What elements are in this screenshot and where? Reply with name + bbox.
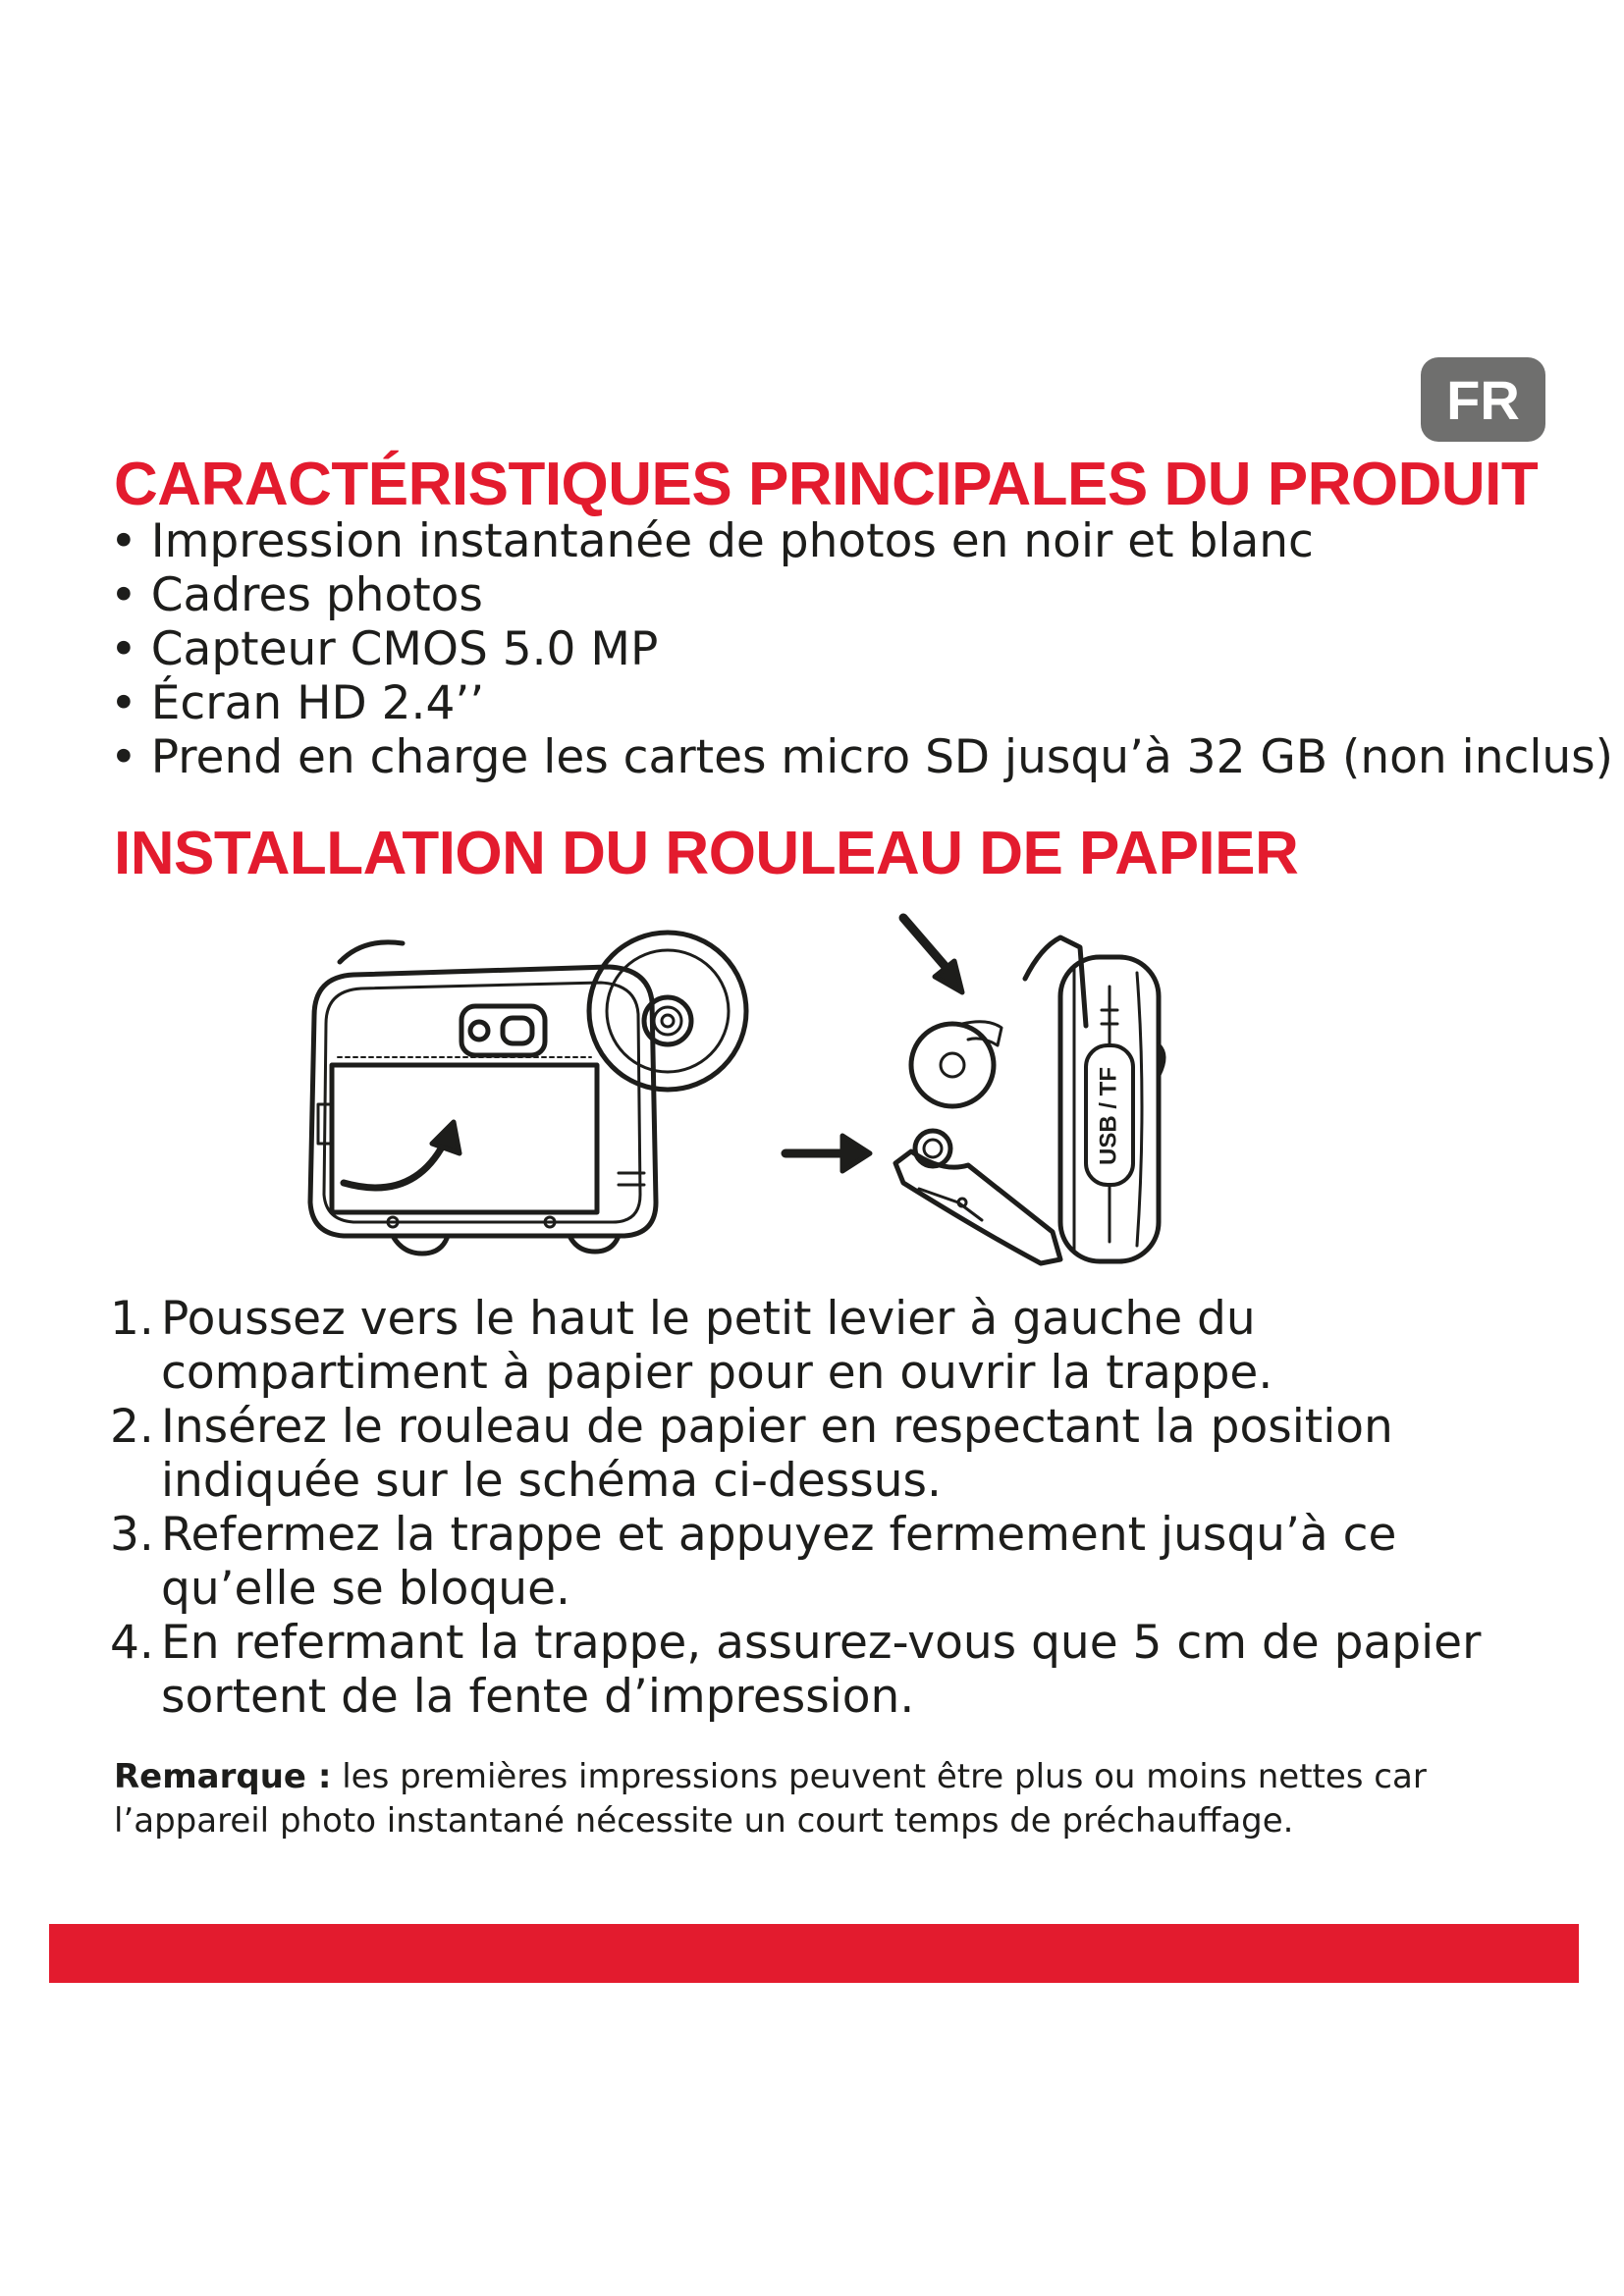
feature-item: • Cadres photos — [110, 568, 1613, 622]
feature-item: • Capteur CMOS 5.0 MP — [110, 622, 1613, 676]
camera-back-illustration — [310, 933, 746, 1254]
port-label: USB / TF — [1095, 1067, 1122, 1165]
camera-side-illustration — [895, 918, 1164, 1263]
remark-text: les premières impressions peuvent être plus ou moins nettes car l’appareil photo instantané nécessite un court temps de préchauffage. — [114, 1757, 1427, 1841]
step-item — [110, 1508, 1534, 1616]
feature-item: • Écran HD 2.4’’ — [110, 676, 1613, 730]
step-item — [110, 1400, 1534, 1508]
step-text: Refermez la trappe et appuyez fermement jusqu’à ce qu’elle se bloque. — [161, 1508, 1397, 1616]
step-text: En refermant la trappe, assurez-vous que 5 cm de papier sortent de la fente d’impression. — [161, 1616, 1482, 1724]
step-number: 4. — [110, 1616, 154, 1670]
feature-item: • Impression instantanée de photos en noir et blanc — [110, 514, 1613, 568]
right-arrow-icon — [785, 1136, 870, 1171]
step-number: 1. — [110, 1292, 154, 1346]
feature-item: • Prend en charge les cartes micro SD jusqu’à 32 GB (non inclus) — [110, 730, 1613, 784]
step-text: Insérez le rouleau de papier en respectant la position indiquée sur le schéma ci-dessus. — [161, 1400, 1393, 1508]
step-item — [110, 1292, 1534, 1400]
features-list — [110, 514, 1613, 784]
step-number: 3. — [110, 1508, 154, 1562]
remark-label: Remarque : — [114, 1757, 332, 1796]
language-badge: FR — [1421, 357, 1545, 442]
install-heading: INSTALLATION DU ROULEAU DE PAPIER — [114, 820, 1299, 887]
remark-note — [114, 1755, 1518, 1843]
step-item — [110, 1616, 1534, 1724]
footer-red-band — [49, 1924, 1579, 1983]
install-steps — [110, 1292, 1534, 1724]
features-heading: CARACTÉRISTIQUES PRINCIPALES DU PRODUIT — [114, 451, 1539, 518]
paper-roll-diagram — [275, 908, 1345, 1291]
step-text: Poussez vers le haut le petit levier à gauche du compartiment à papier pour en ouvrir la trappe. — [161, 1292, 1273, 1400]
step-number: 2. — [110, 1400, 154, 1454]
